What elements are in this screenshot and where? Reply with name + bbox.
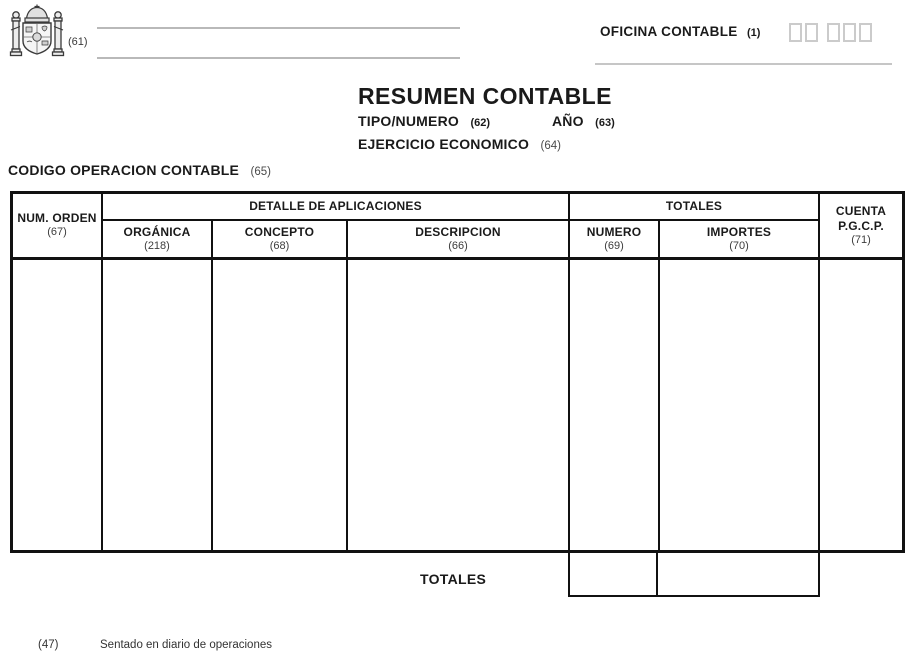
col-header-cuenta [820,194,902,257]
totals-numero-field[interactable] [568,551,658,597]
ejercicio-row [358,136,561,154]
oficina-contable-label: OFICINA CONTABLE [600,24,738,39]
col-header-importes [660,221,818,257]
body-cell-organica[interactable] [103,260,211,550]
col-header-num-orden [13,194,101,257]
org-ref-label: (61) [68,36,88,48]
page-title: RESUMEN CONTABLE [358,83,612,109]
body-cell-importes[interactable] [660,260,818,550]
body-cell-num-orden[interactable] [13,260,101,550]
cuenta-label: CUENTA P.G.C.P. [835,203,887,233]
numero-label: NUMERO [586,224,642,239]
organica-ref: (218) [144,239,170,252]
descripcion-ref: (66) [448,239,468,252]
org-name-field-line-2[interactable] [97,57,460,59]
totals-importes-field[interactable] [656,551,820,597]
tipo-numero-row [358,113,490,131]
footer-note: Sentado en diario de operaciones [100,639,272,651]
concepto-label: CONCEPTO [244,224,315,239]
totals-row-label: TOTALES [420,571,487,587]
code-box-1[interactable] [789,23,802,42]
numero-ref: (69) [604,239,624,252]
code-box-3[interactable] [827,23,840,42]
body-cell-descripcion[interactable] [348,260,568,550]
org-name-field-line-1[interactable] [97,27,460,29]
codigo-operacion-row [8,162,271,180]
importes-label: IMPORTES [706,224,772,239]
descripcion-label: DESCRIPCION [415,224,501,239]
ano-label: AÑO [552,113,584,129]
col-header-descripcion [348,221,568,257]
col-header-concepto [213,221,346,257]
spain-coat-of-arms-icon [8,3,66,65]
ejercicio-label: EJERCICIO ECONOMICO [358,136,530,152]
totales-group-label: TOTALES [665,199,723,213]
ejercicio-ref: (64) [540,140,561,152]
num-orden-ref: (67) [47,226,67,239]
concepto-ref: (68) [269,239,290,252]
body-cell-concepto[interactable] [213,260,346,550]
body-cell-numero[interactable] [570,260,658,550]
footer-ref: (47) [38,639,59,651]
col-header-organica [103,221,211,257]
group-header-totales [570,194,818,219]
importes-ref: (70) [729,239,749,252]
group-header-detalle [103,194,568,219]
cuenta-ref: (71) [851,233,871,246]
oficina-contable-ref: (1) [747,27,761,39]
tipo-numero-label: TIPO/NUMERO [358,113,459,129]
detalle-group-label: DETALLE DE APLICACIONES [249,199,422,213]
codigo-operacion-ref: (65) [250,166,271,178]
body-cell-cuenta[interactable] [820,260,902,550]
organica-label: ORGÁNICA [123,224,191,239]
code-box-4[interactable] [843,23,856,42]
num-orden-label: NUM. ORDEN [17,211,97,226]
codigo-operacion-label: CODIGO OPERACION CONTABLE [8,162,240,178]
oficina-code-boxes [789,23,875,42]
ano-row [552,113,615,131]
ano-ref: (63) [595,117,615,129]
tipo-numero-ref: (62) [470,117,490,129]
resumen-table [10,191,905,553]
oficina-field-line[interactable] [595,63,892,65]
code-box-5[interactable] [859,23,872,42]
col-header-numero [570,221,658,257]
code-box-2[interactable] [805,23,818,42]
